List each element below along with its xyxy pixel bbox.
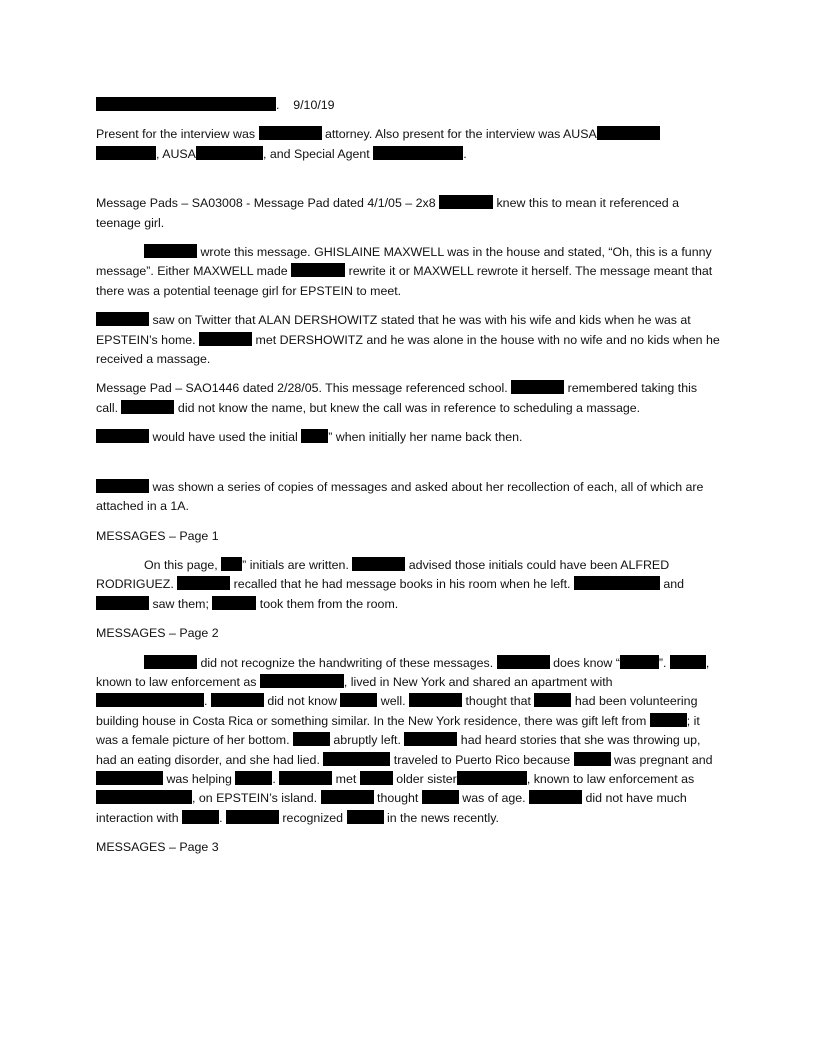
text: was shown a series of copies of messages and asked about her recollection of each, all of which are attached in a 1A. bbox=[96, 479, 704, 514]
header-line: . 9/10/19 bbox=[96, 96, 720, 115]
redaction bbox=[260, 674, 344, 688]
redaction bbox=[650, 713, 687, 727]
text: , AUSA bbox=[156, 146, 196, 161]
text: saw them; bbox=[149, 596, 213, 611]
redaction bbox=[121, 400, 174, 414]
redaction bbox=[360, 771, 393, 785]
text: well. bbox=[377, 694, 410, 709]
redaction bbox=[196, 146, 263, 160]
text: in the news recently. bbox=[383, 810, 499, 825]
redaction bbox=[235, 771, 272, 785]
redaction bbox=[96, 693, 204, 707]
text: met DERSHOWITZ and he was alone in the house with no wife and no kids when he received a massage. bbox=[96, 332, 720, 367]
text: ” initials are written. bbox=[242, 557, 353, 572]
text: ; it was a female picture of her bottom. bbox=[96, 713, 700, 748]
redaction bbox=[511, 380, 564, 394]
redaction bbox=[340, 693, 377, 707]
text: met bbox=[332, 771, 360, 786]
paragraph-message-pad-sa03008 bbox=[96, 194, 720, 233]
redaction bbox=[301, 429, 328, 443]
text: thought that bbox=[462, 694, 535, 709]
text: , lived in New York and shared an apartment with bbox=[343, 674, 613, 689]
redaction bbox=[96, 312, 149, 326]
text: was of age. bbox=[458, 791, 530, 806]
paragraph-series-of-messages bbox=[96, 478, 720, 517]
redaction bbox=[597, 126, 660, 140]
redaction bbox=[347, 810, 384, 824]
text: On this page, bbox=[144, 557, 222, 572]
text: ”. bbox=[658, 655, 670, 670]
text: attorney. Also present for the interview was AUSA bbox=[321, 127, 597, 142]
text: . bbox=[463, 146, 467, 161]
text: traveled to Puerto Rico because bbox=[390, 752, 574, 767]
text: Message Pads – SA03008 - Message Pad dated 4/1/05 – 2x8 bbox=[96, 196, 440, 211]
text: and bbox=[659, 577, 685, 592]
paragraph-page-2 bbox=[96, 654, 720, 829]
text: , known to law enforcement as bbox=[526, 771, 695, 786]
redaction bbox=[404, 732, 457, 746]
text: . bbox=[204, 694, 211, 709]
text: saw on Twitter that ALAN DERSHOWITZ stated that he was with his wife and kids when he was at EPSTEIN’s home. bbox=[96, 313, 691, 347]
redaction bbox=[177, 576, 230, 590]
redaction bbox=[323, 752, 390, 766]
text: abruptly left. bbox=[329, 733, 405, 748]
text: was pregnant and bbox=[610, 752, 713, 767]
paragraph-page-1 bbox=[96, 556, 720, 614]
text: rewrite it or MAXWELL rewrote it herself. The message meant that there was a potential teenage girl for EPSTEIN to meet. bbox=[96, 264, 713, 298]
redaction bbox=[352, 557, 405, 571]
redaction bbox=[321, 790, 374, 804]
text: . bbox=[219, 810, 226, 825]
redaction bbox=[96, 146, 156, 160]
redaction bbox=[211, 693, 264, 707]
text: recognized bbox=[278, 810, 347, 825]
redaction bbox=[259, 126, 322, 140]
redaction bbox=[422, 790, 459, 804]
redaction bbox=[293, 732, 330, 746]
section-heading-page-2: MESSAGES – Page 2 bbox=[96, 626, 219, 641]
redaction bbox=[212, 596, 256, 610]
redaction bbox=[182, 810, 219, 824]
redaction bbox=[96, 479, 149, 493]
text: would have used the initial bbox=[149, 430, 302, 445]
text: had heard stories that she was throwing up, had an eating disorder, and she had lied. bbox=[96, 733, 701, 767]
redaction bbox=[96, 596, 149, 610]
redaction bbox=[96, 790, 192, 804]
redaction bbox=[199, 332, 252, 346]
paragraph-maxwell-message bbox=[96, 243, 720, 301]
document-page bbox=[96, 96, 720, 868]
redaction bbox=[574, 576, 660, 590]
text: did not recognize the handwriting of these messages. bbox=[197, 655, 497, 670]
text: , known to law enforcement as bbox=[96, 655, 710, 689]
text: . bbox=[272, 771, 280, 786]
redaction bbox=[144, 655, 197, 669]
redaction bbox=[574, 752, 611, 766]
redaction bbox=[529, 790, 582, 804]
text: does know “ bbox=[549, 655, 620, 670]
redaction bbox=[373, 146, 463, 160]
text: ” when initially her name back then. bbox=[328, 430, 523, 445]
text: recalled that he had message books in his room when he left. bbox=[230, 577, 574, 592]
text: advised those initials could have been ALFRED RODRIGUEZ. bbox=[96, 557, 670, 592]
redaction bbox=[291, 263, 345, 277]
redaction bbox=[670, 655, 706, 669]
text: , and Special Agent bbox=[262, 146, 374, 161]
redaction bbox=[96, 429, 149, 443]
text: Message Pad – SAO1446 dated 2/28/05. This message referenced school. bbox=[96, 381, 512, 396]
redaction bbox=[620, 655, 659, 669]
text: Present for the interview was bbox=[96, 127, 259, 142]
redaction bbox=[96, 771, 163, 785]
text: older sister bbox=[392, 771, 457, 786]
section-heading-page-3: MESSAGES – Page 3 bbox=[96, 840, 219, 855]
redaction bbox=[439, 195, 493, 209]
text: wrote this message. GHISLAINE MAXWELL was in the house and stated, “Oh, this is a funny message”. Either MAXWELL made bbox=[96, 245, 712, 279]
text: thought bbox=[373, 791, 422, 806]
interview-date: 9/10/19 bbox=[293, 98, 335, 112]
text: , on EPSTEIN’s island. bbox=[192, 791, 321, 806]
redaction bbox=[279, 771, 332, 785]
redaction bbox=[409, 693, 462, 707]
text: was helping bbox=[163, 771, 236, 786]
text: did not have much interaction with bbox=[96, 791, 687, 825]
text: took them from the room. bbox=[256, 596, 399, 611]
text: did not know the name, but knew the call was in reference to scheduling a massage. bbox=[174, 400, 641, 415]
text: knew this to mean it referenced a teenage girl. bbox=[96, 196, 680, 230]
text: had been volunteering building house in Costa Rica or something similar. In the New York residence, there was gift left from bbox=[96, 694, 698, 728]
text: did not know bbox=[263, 694, 341, 709]
paragraph-initial bbox=[96, 428, 720, 447]
text: remembered taking this call. bbox=[96, 381, 698, 415]
redaction bbox=[144, 244, 197, 258]
redaction bbox=[534, 693, 571, 707]
paragraph-dershowitz bbox=[96, 311, 720, 369]
redaction bbox=[226, 810, 279, 824]
paragraph-attendees bbox=[96, 125, 720, 164]
redaction bbox=[221, 557, 242, 571]
redaction bbox=[457, 771, 527, 785]
redaction bbox=[96, 97, 276, 111]
redaction bbox=[497, 655, 550, 669]
section-heading-page-1: MESSAGES – Page 1 bbox=[96, 528, 219, 543]
paragraph-message-pad-sao1446 bbox=[96, 379, 720, 418]
